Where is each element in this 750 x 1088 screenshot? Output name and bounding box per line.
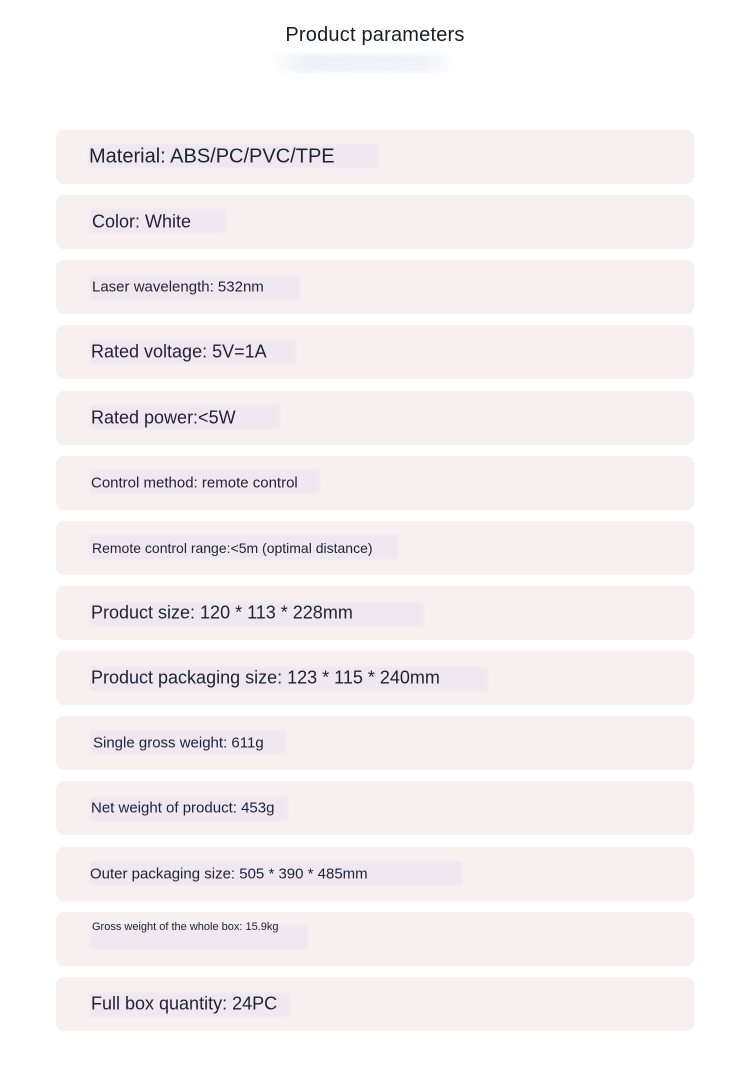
param-row-rated-voltage: [56, 325, 694, 379]
param-control-method: Control method: remote control: [91, 474, 298, 492]
param-material: Material: ABS/PC/PVC/TPE: [89, 145, 335, 168]
param-row-material: [56, 130, 694, 184]
param-remote-range: Remote control range:<5m (optimal distance): [92, 539, 373, 556]
param-row-outer-packaging-size: [56, 847, 694, 901]
param-outer-packaging-size: Outer packaging size: 505 * 390 * 485mm: [90, 865, 368, 883]
param-row-control-method: [56, 456, 694, 510]
param-rated-power: Rated power:<5W: [91, 407, 236, 428]
param-row-laser-wavelength: [56, 260, 694, 314]
param-product-size: Product size: 120 * 113 * 228mm: [91, 602, 353, 623]
parameter-list: [56, 130, 694, 1042]
param-row-color: [56, 195, 694, 249]
param-box-gross-weight: Gross weight of the whole box: 15.9kg: [92, 920, 279, 933]
param-row-rated-power: [56, 391, 694, 445]
param-row-single-gross-weight: [56, 716, 694, 770]
page-title: Product parameters: [285, 24, 465, 46]
param-row-product-size: [56, 586, 694, 640]
param-row-remote-range: [56, 521, 694, 575]
param-rated-voltage: Rated voltage: 5V=1A: [91, 341, 267, 362]
param-laser-wavelength: Laser wavelength: 532nm: [92, 278, 264, 296]
param-net-weight: Net weight of product: 453g: [91, 799, 275, 817]
param-row-full-box-quantity: [56, 977, 694, 1031]
title-decoration: [268, 54, 460, 72]
param-color: Color: White: [92, 211, 192, 232]
param-row-net-weight: [56, 781, 694, 835]
param-single-gross-weight: Single gross weight: 611g: [93, 734, 264, 752]
param-row-packaging-size: [56, 651, 694, 705]
param-row-box-gross-weight: [56, 912, 694, 966]
param-full-box-quantity: Full box quantity: 24PC: [91, 993, 278, 1014]
param-packaging-size: Product packaging size: 123 * 115 * 240mm: [91, 667, 440, 688]
